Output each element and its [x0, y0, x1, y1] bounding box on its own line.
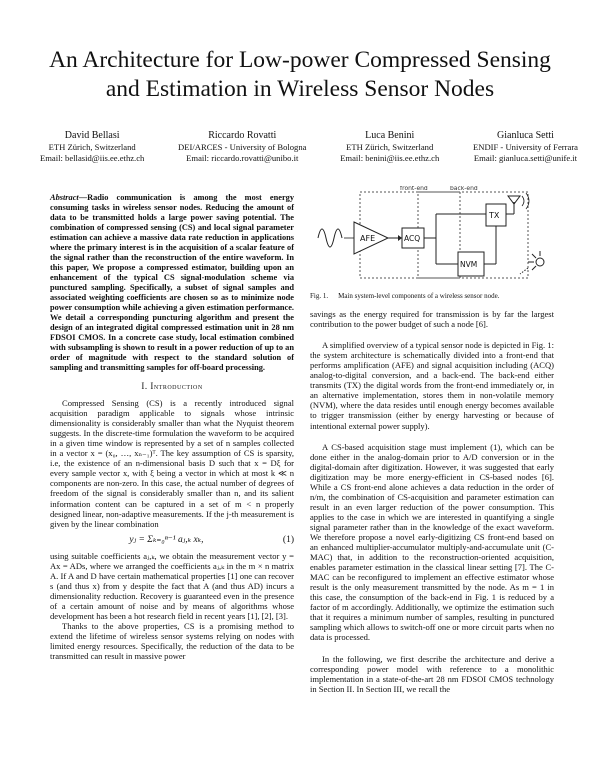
author-name: David Bellasi	[64, 130, 120, 141]
back-end-label: back-end	[450, 186, 478, 192]
figure-1	[310, 186, 554, 301]
author-name: Luca Benini	[365, 130, 415, 141]
author-email: Email: gianluca.setti@unife.it	[473, 153, 578, 163]
right-column	[310, 186, 554, 694]
tx-label: TX	[489, 211, 500, 220]
author-affiliation: ETH Zürich, Switzerland	[346, 142, 434, 152]
paragraph: A simplified overview of a typical sensor node is depicted in Fig. 1: the system architecture is schematically divided into a front-end that performs amplification (AFE) and signal acquisition including (ACQ) analog-to-digital conversion, and a back-end. The back-end either transmits (TX) the digital words from the front-end immediately or, in an alternative implementation, stores them in non-volatile memory (NVM), where the data resides until enough energy becomes available to trigger transmission (either by energy harvesting or because of intentional external power supply).	[310, 340, 554, 431]
sun-icon	[536, 258, 544, 266]
author-email: Email: benini@iis.ee.ethz.ch	[340, 153, 440, 163]
paragraph: savings as the energy required for transmission is by far the largest contribution to the power budget of such a node [6].	[310, 309, 554, 330]
figure-caption	[310, 292, 554, 301]
signal-waveform-icon	[318, 229, 342, 247]
author-email: Email: bellasid@iis.ee.ethz.ch	[40, 153, 145, 163]
front-end-label: front-end	[400, 186, 428, 192]
paragraph: Thanks to the above properties, CS is a promising method to extend the lifetime of wireless sensor systems relying on nodes with limited energy resources. Specifically, the reduction of the data to be transmitted can result in massive power	[50, 621, 294, 662]
author-3	[340, 130, 439, 164]
paragraph-gap	[310, 643, 554, 654]
equation	[50, 535, 294, 545]
author-affiliation: DEI/ARCES - University of Bologna	[178, 142, 307, 152]
abstract-lead: Abstract	[50, 193, 79, 202]
abstract-text: —Radio communication is among the most energy consuming tasks in wireless sensor nodes. Reducing the amount of data to be transmitted holds a large power saving potential. The combination of compressed sensing (CS) and local signal parameter estimation can achieve a massive data rate reduction in applications where the primary interest is in the acquisition of a scalar feature of the signal rather than the reconstruction of the entire waveform. In this paper, We propose a compressed estimator, building upon an enhancement of the typical CS signal-modulation scheme via punctured sampling. Specifically, a subset of signal samples and associated weighting coefficients are chosen so as to minimize node power consumption while achieving a given estimation performance. We detail a corresponding puncturing algorithm and present the design of an integrated digital compressed estimation unit in 28 nm FDSOI CMOS. In a concrete case study, local estimation combined with subsampling is shown to result in a power reduction of up to an order of magnitude with respect to the standard solution of sampling and transmitting samples for off-board processing.	[50, 193, 294, 372]
paragraph: using suitable coefficients aⱼ,ₖ, we obtain the measurement vector y = Ax = ADs, where we arranged the coefficients aⱼ,ₖ in the m × n matrix A. If A and D have certain mathematical properties [1] one can recover s (and thus x) from y despite the fact that A (and thus AD) incurs a dimensionality reduction. Recovery is guaranteed even in the presence of a certain amount of noise and by means of algorithms whose development has been a hot research field in recent years [1], [2], [3].	[50, 550, 294, 621]
author-name: Gianluca Setti	[497, 130, 554, 141]
acq-label: ACQ	[404, 234, 421, 243]
sun-rays-icon	[528, 251, 540, 270]
figure-caption-text: Main system-level components of a wireless sensor node.	[338, 292, 500, 301]
author-email: Email: riccardo.rovatti@unibo.it	[186, 153, 299, 163]
equation-body: yⱼ = Σₖ₌₀ⁿ⁻¹ aⱼ,ₖ xₖ,	[129, 534, 204, 545]
section-heading: I. Introduction	[141, 381, 203, 391]
figure-label: Fig. 1.	[310, 292, 329, 301]
author-name: Riccardo Rovatti	[208, 130, 277, 141]
paragraph-gap	[310, 329, 554, 340]
paragraph: A CS-based acquisition stage must implement (1), which can be done either in the analog-domain prior to A/D conversion or in the digital-domain after digitization. However, it was suggested that early digitization may be more energy-efficient in CS-based nodes [6]. While a CS front-end alone achieves a data reduction in the order of n/m, the combination of CS-acquisition and parameter estimation can result in an even larger reduction of the power consumption. This applies to the case in which we are interested in quantifying a single signal parameter rather than in the knowledge of the exact waveform. We therefore propose a novel early-digitizing CS front-end based on an enhanced multiplier-accumulator multiply-and-accumulate unit (C-MAC) that, in addition to the reconstruction-oriented acquisition, enables parameter estimation in the classical linear setting [7]. The C-MAC can be reconfigured to implement an effective estimator whose result is the only measurement transmitted by the node. As m = 1 in this case, the consumption of the back-end in Fig. 1 is reduced by a factor of m accordingly. Additionally, we optimize the estimation such that it requires a minimum number of samples, resulting in punctured sampling which allows to switch-off one or more circuit parts when no data is processed.	[310, 441, 554, 643]
abstract	[50, 193, 294, 373]
author-1	[40, 130, 144, 164]
power-link	[520, 268, 528, 274]
author-affiliation: ENDIF - University of Ferrara	[472, 142, 578, 152]
author-affiliation: ETH Zürich, Switzerland	[48, 142, 136, 152]
author-2	[178, 130, 306, 164]
paragraph-gap	[310, 431, 554, 442]
system-diagram	[310, 186, 554, 286]
author-block	[40, 130, 578, 164]
radio-waves-icon	[522, 193, 529, 209]
afe-label: AFE	[360, 234, 376, 243]
author-4	[473, 130, 578, 164]
nvm-label: NVM	[460, 260, 478, 269]
equation-number: (1)	[282, 534, 294, 545]
left-column	[50, 193, 294, 661]
paper-title: An Architecture for Low-power Compressed Sensing and Estimation in Wireless Sensor Nodes	[49, 47, 551, 102]
paragraph: Compressed Sensing (CS) is a recently introduced signal acquisition paradigm applicable to signals whose intrinsic dimensionality is considerably smaller than what the Nyquist theorem suggests. In the discrete-time formulation the waveform to be acquired in a given time window is represented by a set of n samples collected in a vector x = (x₀, …, xₙ₋₁)ᵀ. The key assumption of CS is sparsity, i.e, the existence of an n-dimensional basis D such that x = Dξ for every sample vector x, with ξ being a vector in which at most k ≪ n components are non-zero. In this case, the actual number of degrees of freedom of the signal is considerably smaller than n, and its salient information content can be captured in a set of m < n properly designed linear, non-adaptive measurements. If the j-th measurement is given by the linear combination	[50, 398, 294, 529]
arrow-icon	[398, 235, 402, 241]
paragraph: In the following, we first describe the architecture and derive a corresponding power model with reference to a monolithic implementation in a state-of-the-art 28 nm FDSOI CMOS technology in Section II. In Section III, we recall the	[310, 653, 554, 694]
